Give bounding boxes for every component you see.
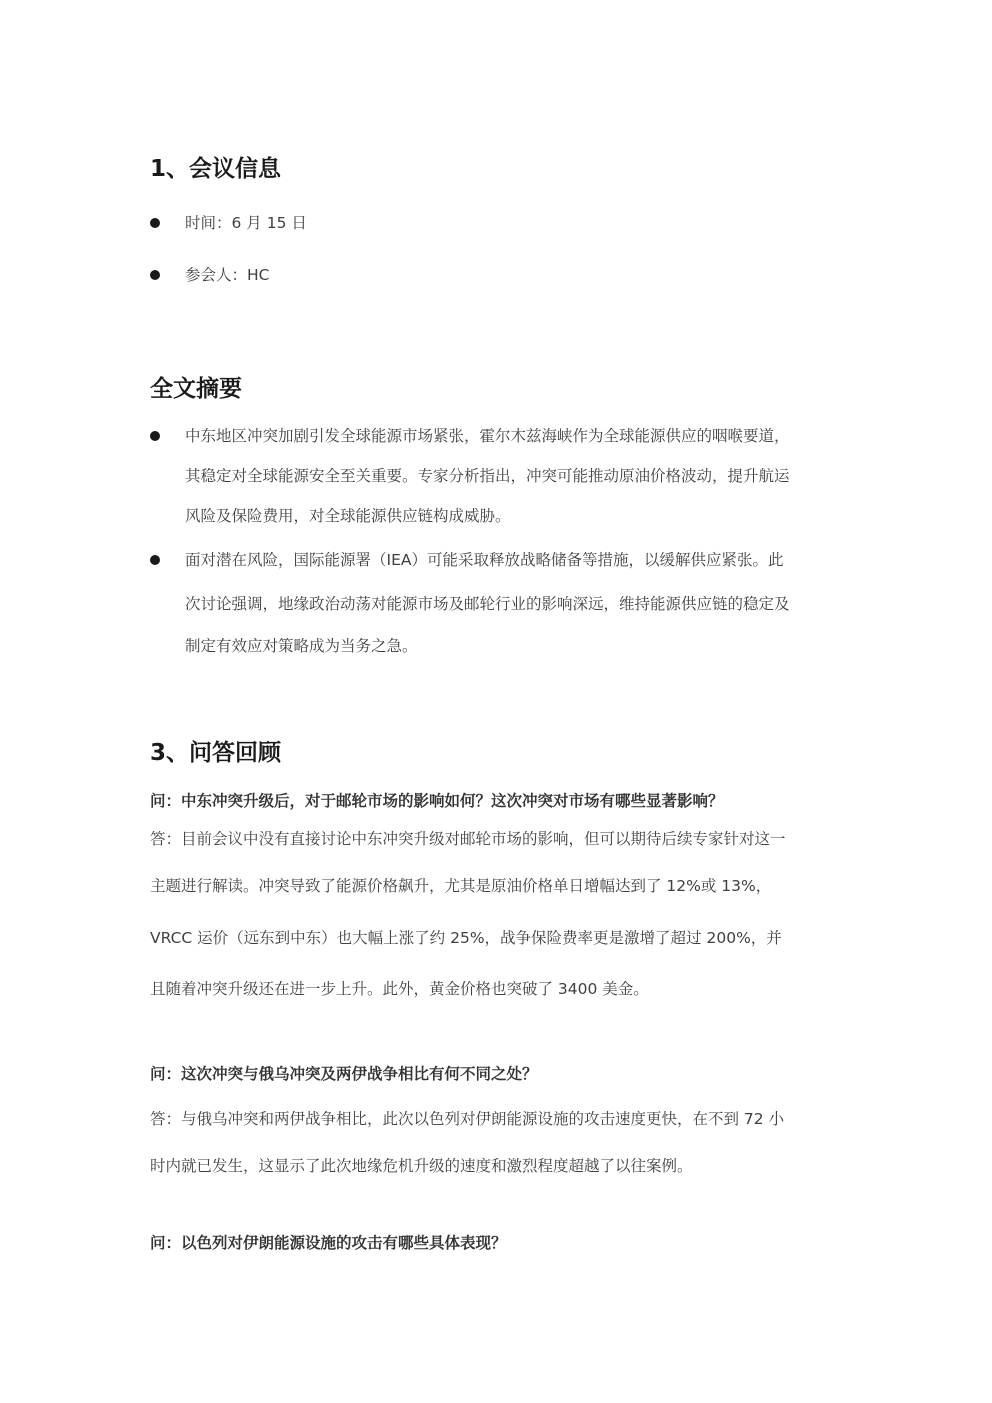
summary-line: 中东地区冲突加剧引发全球能源市场紧张，霍尔木兹海峡作为全球能源供应的咽喉要道，: [185, 427, 790, 445]
qa-answer-line: 答：与俄乌冲突和两伊战争相比，此次以色列对伊朗能源设施的攻击速度更快，在不到 72 小: [150, 1110, 785, 1128]
summary-line: 制定有效应对策略成为当务之急。: [185, 637, 418, 655]
qa-answer-line: VRCC 运价（远东到中东）也大幅上涨了约 25%，战争保险费率更是激增了超过 200%，并: [150, 929, 782, 947]
summary-line: 面对潜在风险，国际能源署（IEA）可能采取释放战略储备等措施，以缓解供应紧张。此: [185, 551, 784, 569]
meeting-attendee-text: 参会人：HC: [185, 266, 270, 284]
bullet-dot-icon: [150, 218, 160, 228]
bullet-dot-icon: [150, 555, 160, 565]
meeting-time-text: 时间：6 月 15 日: [185, 214, 307, 232]
summary-line: 其稳定对全球能源安全至关重要。专家分析指出，冲突可能推动原油价格波动，提升航运: [185, 467, 790, 485]
qa-heading: 3、问答回顾: [150, 740, 282, 766]
qa-answer-line: 答：目前会议中没有直接讨论中东冲突升级对邮轮市场的影响，但可以期待后续专家针对这一: [150, 830, 786, 848]
meeting-info-heading: 1、会议信息: [150, 156, 282, 182]
qa-question: 问：中东冲突升级后，对于邮轮市场的影响如何？这次冲突对市场有哪些显著影响？: [150, 792, 724, 810]
summary-line: 风险及保险费用，对全球能源供应链构成威胁。: [185, 507, 511, 525]
qa-question: 问：以色列对伊朗能源设施的攻击有哪些具体表现？: [150, 1234, 507, 1252]
qa-answer-line: 时内就已发生，这显示了此次地缘危机升级的速度和激烈程度超越了以往案例。: [150, 1157, 693, 1175]
qa-question: 问：这次冲突与俄乌冲突及两伊战争相比有何不同之处？: [150, 1065, 538, 1083]
qa-answer-line: 主题进行解读。冲突导致了能源价格飙升，尤其是原油价格单日增幅达到了 12%或 13%，: [150, 877, 772, 895]
bullet-dot-icon: [150, 270, 160, 280]
qa-answer-line: 且随着冲突升级还在进一步上升。此外，黄金价格也突破了 3400 美金。: [150, 980, 649, 998]
summary-heading: 全文摘要: [150, 376, 242, 402]
bullet-dot-icon: [150, 431, 160, 441]
summary-line: 次讨论强调，地缘政治动荡对能源市场及邮轮行业的影响深远，维持能源供应链的稳定及: [185, 595, 790, 613]
